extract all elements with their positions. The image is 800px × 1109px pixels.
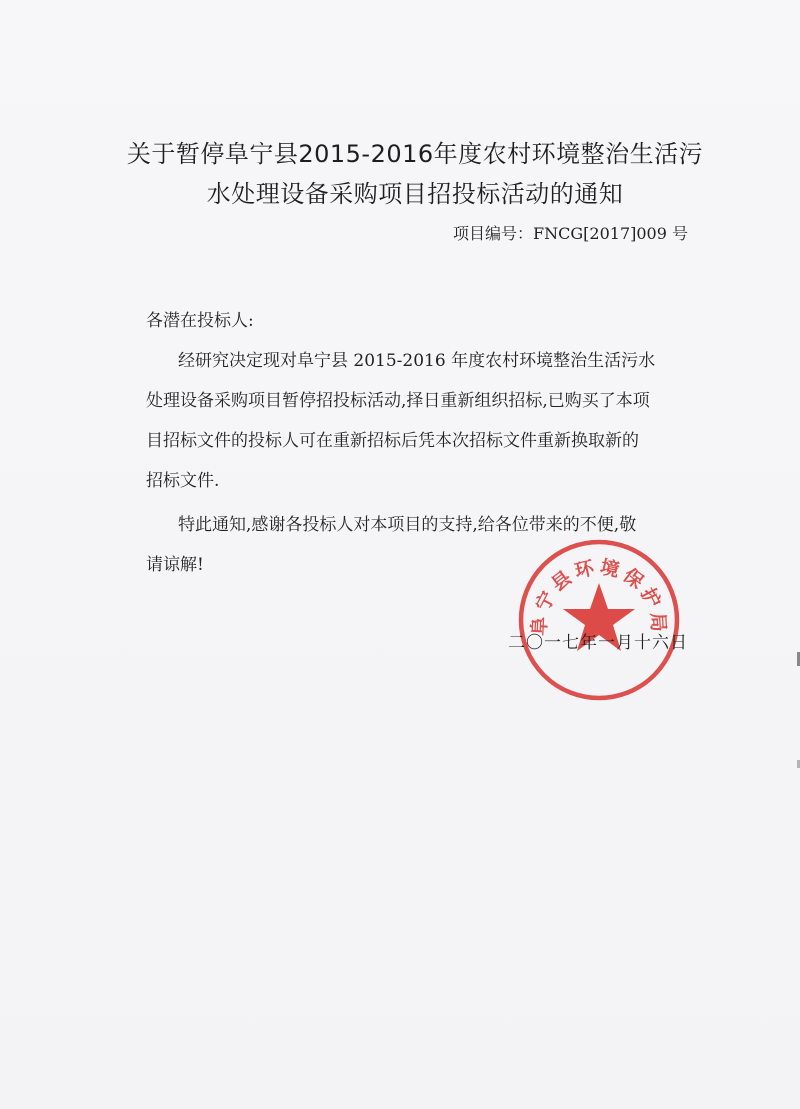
official-seal-stamp xyxy=(514,535,684,705)
paragraph1-line: 招标文件. xyxy=(146,471,220,491)
paragraph1-line: 处理设备采购项目暂停招投标活动,择日重新组织招标,已购买了本项 xyxy=(146,391,650,411)
project-number: 项目编号：FNCG[2017]009 号 xyxy=(453,224,688,243)
seal-text: 阜宁县环境保护局 xyxy=(528,556,670,637)
document-title-line2: 水处理设备采购项目招投标活动的通知 xyxy=(206,180,624,208)
document-title-line1: 关于暂停阜宁县2015-2016年度农村环境整治生活污 xyxy=(126,140,704,168)
salutation: 各潜在投标人: xyxy=(146,311,254,331)
paragraph1-line: 目招标文件的投标人可在重新招标后凭本次招标文件重新换取新的 xyxy=(146,431,639,451)
document-date: 二〇一七年一月十六日 xyxy=(508,633,688,653)
paragraph2-line: 特此通知,感谢各投标人对本项目的支持,给各位带来的不便,敬 xyxy=(178,515,637,535)
paragraph1-line: 经研究决定现对阜宁县 2015-2016 年度农村环境整治生活污水 xyxy=(178,351,656,371)
paragraph2-line: 请谅解! xyxy=(146,555,204,575)
